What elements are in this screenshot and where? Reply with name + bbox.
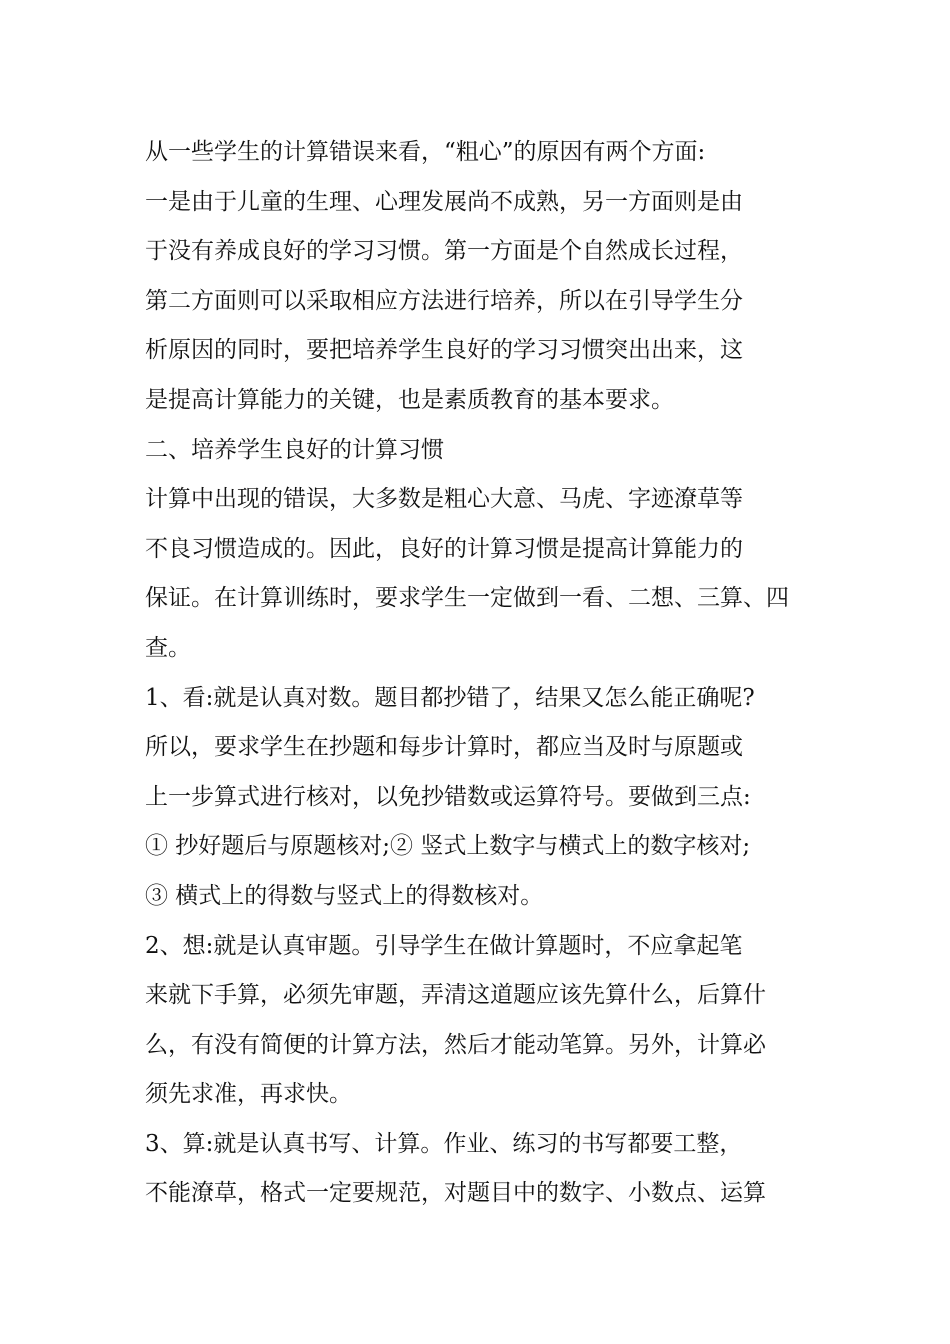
paragraph-line: 所以，要求学生在抄题和每步计算时，都应当及时与原题或 xyxy=(145,734,743,761)
paragraph-line: 第二方面则可以采取相应方法进行培养，所以在引导学生分 xyxy=(145,287,743,314)
paragraph-line: ③ 横式上的得数与竖式上的得数核对。 xyxy=(145,882,544,909)
document-body xyxy=(145,128,825,1219)
paragraph-line: 保证。在计算训练时，要求学生一定做到一看、二想、三算、四 xyxy=(145,585,789,612)
paragraph-line: 2、想:就是认真审题。引导学生在做计算题时，不应拿起笔 xyxy=(145,932,743,959)
paragraph-line: 计算中出现的错误，大多数是粗心大意、马虎、字迹潦草等 xyxy=(145,486,743,513)
paragraph-line: 须先求准，再求快。 xyxy=(145,1081,352,1108)
paragraph-line: 从一些学生的计算错误来看，“粗心”的原因有两个方面: xyxy=(145,139,706,165)
paragraph-line: 3、算:就是认真书写、计算。作业、练习的书写都要工整， xyxy=(145,1130,743,1157)
section-heading: 二、培养学生良好的计算习惯 xyxy=(145,436,444,463)
paragraph-line: 一是由于儿童的生理、心理发展尚不成熟，另一方面则是由 xyxy=(145,188,743,215)
paragraph-line: 么，有没有简便的计算方法，然后才能动笔算。另外，计算必 xyxy=(145,1031,766,1058)
paragraph-line: 是提高计算能力的关键，也是素质教育的基本要求。 xyxy=(145,386,674,413)
paragraph-line: ① 抄好题后与原题核对;② 竖式上数字与横式上的数字核对; xyxy=(145,833,751,860)
paragraph-line: 于没有养成良好的学习习惯。第一方面是个自然成长过程， xyxy=(145,238,743,265)
paragraph-line: 来就下手算，必须先审题，弄清这道题应该先算什么，后算什 xyxy=(145,982,766,1009)
paragraph-line: 析原因的同时，要把培养学生良好的学习习惯突出出来，这 xyxy=(145,337,743,364)
paragraph-line: 不良习惯造成的。因此，良好的计算习惯是提高计算能力的 xyxy=(145,535,743,562)
paragraph-line: 1、看:就是认真对数。题目都抄错了，结果又怎么能正确呢? xyxy=(145,684,755,711)
paragraph-line: 不能潦草，格式一定要规范，对题目中的数字、小数点、运算 xyxy=(145,1180,766,1207)
paragraph-line: 查。 xyxy=(145,634,191,661)
paragraph-line: 上一步算式进行核对，以免抄错数或运算符号。要做到三点: xyxy=(145,783,751,810)
